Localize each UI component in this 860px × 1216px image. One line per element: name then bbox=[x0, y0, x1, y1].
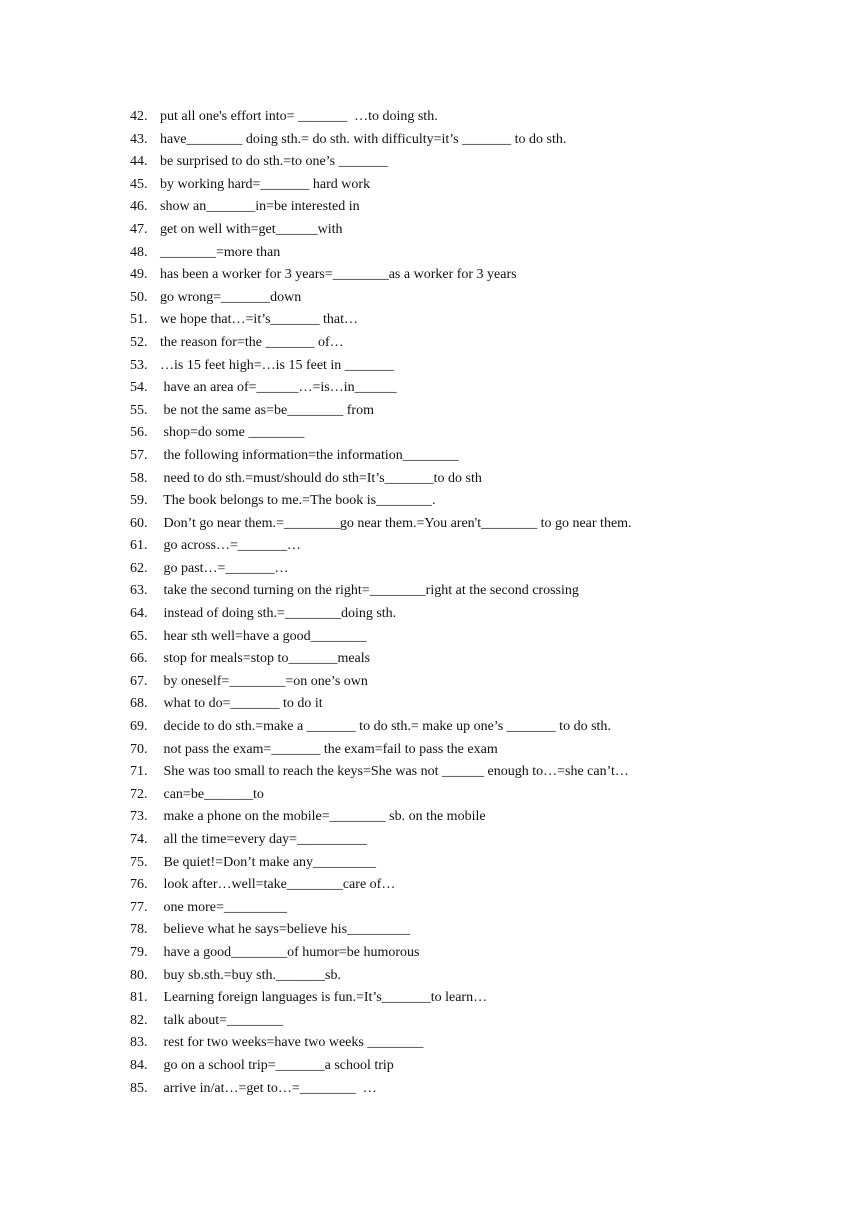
item-text: by working hard=_______ hard work bbox=[160, 176, 371, 192]
list-item bbox=[130, 355, 830, 378]
item-number: 57. bbox=[130, 447, 148, 463]
list-item bbox=[130, 603, 830, 626]
item-text: hear sth well=have a good________ bbox=[160, 628, 367, 644]
item-number: 78. bbox=[130, 922, 148, 938]
list-item bbox=[130, 784, 830, 807]
list-item bbox=[130, 829, 830, 852]
list-item bbox=[130, 806, 830, 829]
item-text: look after…well=take________care of… bbox=[160, 877, 396, 893]
item-number: 60. bbox=[130, 515, 148, 531]
item-text: Be quiet!=Don’t make any_________ bbox=[160, 854, 377, 870]
item-text: The book belongs to me.=The book is________. bbox=[160, 493, 436, 509]
item-number: 54. bbox=[130, 380, 148, 396]
item-text: …is 15 feet high=…is 15 feet in _______ bbox=[160, 357, 394, 373]
list-item bbox=[130, 264, 830, 287]
list-item bbox=[130, 535, 830, 558]
item-text: we hope that…=it’s_______ that… bbox=[160, 312, 359, 328]
item-text: decide to do sth.=make a _______ to do sth.= make up one’s _______ to do sth. bbox=[160, 719, 611, 735]
list-item bbox=[130, 1078, 830, 1101]
list-item bbox=[130, 445, 830, 468]
item-number: 59. bbox=[130, 493, 148, 509]
item-text: show an_______in=be interested in bbox=[160, 199, 360, 215]
item-text: put all one's effort into= _______ …to doing sth. bbox=[160, 109, 438, 124]
item-number: 65. bbox=[130, 628, 148, 644]
list-item bbox=[130, 129, 830, 152]
item-number: 44. bbox=[130, 154, 148, 170]
list-item bbox=[130, 761, 830, 784]
list-item bbox=[130, 287, 830, 310]
list-item bbox=[130, 196, 830, 219]
list-item bbox=[130, 671, 830, 694]
item-text: has been a worker for 3 years=________as a worker for 3 years bbox=[160, 267, 517, 283]
item-number: 53. bbox=[130, 357, 148, 373]
item-number: 82. bbox=[130, 1012, 148, 1028]
list-item bbox=[130, 897, 830, 920]
item-number: 43. bbox=[130, 131, 148, 147]
item-number: 63. bbox=[130, 583, 148, 599]
list-item bbox=[130, 987, 830, 1010]
list-item bbox=[130, 965, 830, 988]
item-number: 46. bbox=[130, 199, 148, 215]
item-number: 85. bbox=[130, 1080, 148, 1096]
item-text: be not the same as=be________ from bbox=[160, 402, 374, 418]
item-number: 58. bbox=[130, 470, 148, 486]
item-text: instead of doing sth.=________doing sth. bbox=[160, 606, 397, 622]
list-item bbox=[130, 242, 830, 265]
item-text: not pass the exam=_______ the exam=fail to pass the exam bbox=[160, 741, 498, 757]
item-text: go wrong=_______down bbox=[160, 289, 302, 305]
item-text: arrive in/at…=get to…=________ … bbox=[160, 1080, 377, 1096]
item-number: 49. bbox=[130, 267, 148, 283]
item-number: 55. bbox=[130, 402, 148, 418]
item-text: one more=_________ bbox=[160, 899, 287, 915]
item-number: 73. bbox=[130, 809, 148, 825]
item-text: the following information=the information________ bbox=[160, 447, 459, 463]
item-text: go on a school trip=_______a school trip bbox=[160, 1057, 394, 1073]
item-number: 52. bbox=[130, 334, 148, 350]
item-text: ________=more than bbox=[160, 244, 281, 260]
list-item bbox=[130, 468, 830, 491]
item-number: 68. bbox=[130, 696, 148, 712]
list-item bbox=[130, 874, 830, 897]
item-number: 64. bbox=[130, 606, 148, 622]
list-item bbox=[130, 151, 830, 174]
list-item bbox=[130, 106, 830, 129]
item-number: 71. bbox=[130, 764, 148, 780]
item-text: what to do=_______ to do it bbox=[160, 696, 323, 712]
item-text: the reason for=the _______ of… bbox=[160, 334, 344, 350]
item-text: shop=do some ________ bbox=[160, 425, 305, 441]
item-number: 69. bbox=[130, 719, 148, 735]
item-text: Learning foreign languages is fun.=It’s_______to learn… bbox=[160, 990, 488, 1006]
list-item bbox=[130, 490, 830, 513]
list-item bbox=[130, 332, 830, 355]
item-number: 42. bbox=[130, 109, 148, 124]
item-number: 77. bbox=[130, 899, 148, 915]
list-item bbox=[130, 942, 830, 965]
item-number: 79. bbox=[130, 944, 148, 960]
item-text: take the second turning on the right=________right at the second crossing bbox=[160, 583, 579, 599]
item-number: 76. bbox=[130, 877, 148, 893]
item-text: get on well with=get______with bbox=[160, 221, 343, 237]
item-text: have an area of=______…=is…in______ bbox=[160, 380, 397, 396]
item-text: rest for two weeks=have two weeks ________ bbox=[160, 1035, 424, 1051]
item-text: Don’t go near them.=________go near them.=You aren't________ to go near them. bbox=[160, 515, 632, 531]
list-item bbox=[130, 1032, 830, 1055]
item-number: 48. bbox=[130, 244, 148, 260]
item-number: 74. bbox=[130, 832, 148, 847]
item-number: 75. bbox=[130, 854, 148, 870]
list-item bbox=[130, 1055, 830, 1078]
item-text: be surprised to do sth.=to one’s _______ bbox=[160, 154, 388, 170]
item-text: by oneself=________=on one’s own bbox=[160, 673, 368, 689]
list-item bbox=[130, 377, 830, 400]
item-number: 66. bbox=[130, 651, 148, 667]
item-number: 70. bbox=[130, 741, 148, 757]
phrase-list bbox=[130, 106, 830, 1100]
item-number: 80. bbox=[130, 967, 148, 983]
list-item bbox=[130, 648, 830, 671]
item-text: have a good________of humor=be humorous bbox=[160, 944, 420, 960]
item-text: need to do sth.=must/should do sth=It’s_______to do sth bbox=[160, 470, 482, 486]
list-item bbox=[130, 739, 830, 762]
list-item bbox=[130, 919, 830, 942]
item-number: 67. bbox=[130, 673, 148, 689]
item-text: go across…=_______… bbox=[160, 538, 301, 554]
item-number: 50. bbox=[130, 289, 148, 305]
item-text: go past…=_______… bbox=[160, 560, 289, 576]
list-item bbox=[130, 513, 830, 536]
item-number: 45. bbox=[130, 176, 148, 192]
item-text: She was too small to reach the keys=She was not ______ enough to…=she can’t… bbox=[160, 764, 629, 780]
list-item bbox=[130, 716, 830, 739]
item-text: all the time=every day=__________ bbox=[160, 832, 368, 847]
item-text: buy sb.sth.=buy sth._______sb. bbox=[160, 967, 341, 983]
item-number: 61. bbox=[130, 538, 148, 554]
item-text: believe what he says=believe his_________ bbox=[160, 922, 411, 938]
list-item bbox=[130, 174, 830, 197]
item-number: 56. bbox=[130, 425, 148, 441]
list-item bbox=[130, 852, 830, 875]
item-number: 81. bbox=[130, 990, 148, 1006]
item-text: have________ doing sth.= do sth. with difficulty=it’s _______ to do sth. bbox=[160, 131, 567, 147]
list-item bbox=[130, 219, 830, 242]
item-text: can=be_______to bbox=[160, 786, 264, 802]
item-text: make a phone on the mobile=________ sb. on the mobile bbox=[160, 809, 486, 825]
item-number: 83. bbox=[130, 1035, 148, 1051]
list-item bbox=[130, 309, 830, 332]
list-item bbox=[130, 580, 830, 603]
item-number: 72. bbox=[130, 786, 148, 802]
item-text: talk about=________ bbox=[160, 1012, 283, 1028]
list-item bbox=[130, 422, 830, 445]
list-item bbox=[130, 1010, 830, 1033]
list-item bbox=[130, 558, 830, 581]
item-number: 51. bbox=[130, 312, 148, 328]
item-number: 47. bbox=[130, 221, 148, 237]
item-text: stop for meals=stop to_______meals bbox=[160, 651, 371, 667]
item-number: 84. bbox=[130, 1057, 148, 1073]
list-item bbox=[130, 693, 830, 716]
list-item bbox=[130, 400, 830, 423]
list-item bbox=[130, 626, 830, 649]
item-number: 62. bbox=[130, 560, 148, 576]
